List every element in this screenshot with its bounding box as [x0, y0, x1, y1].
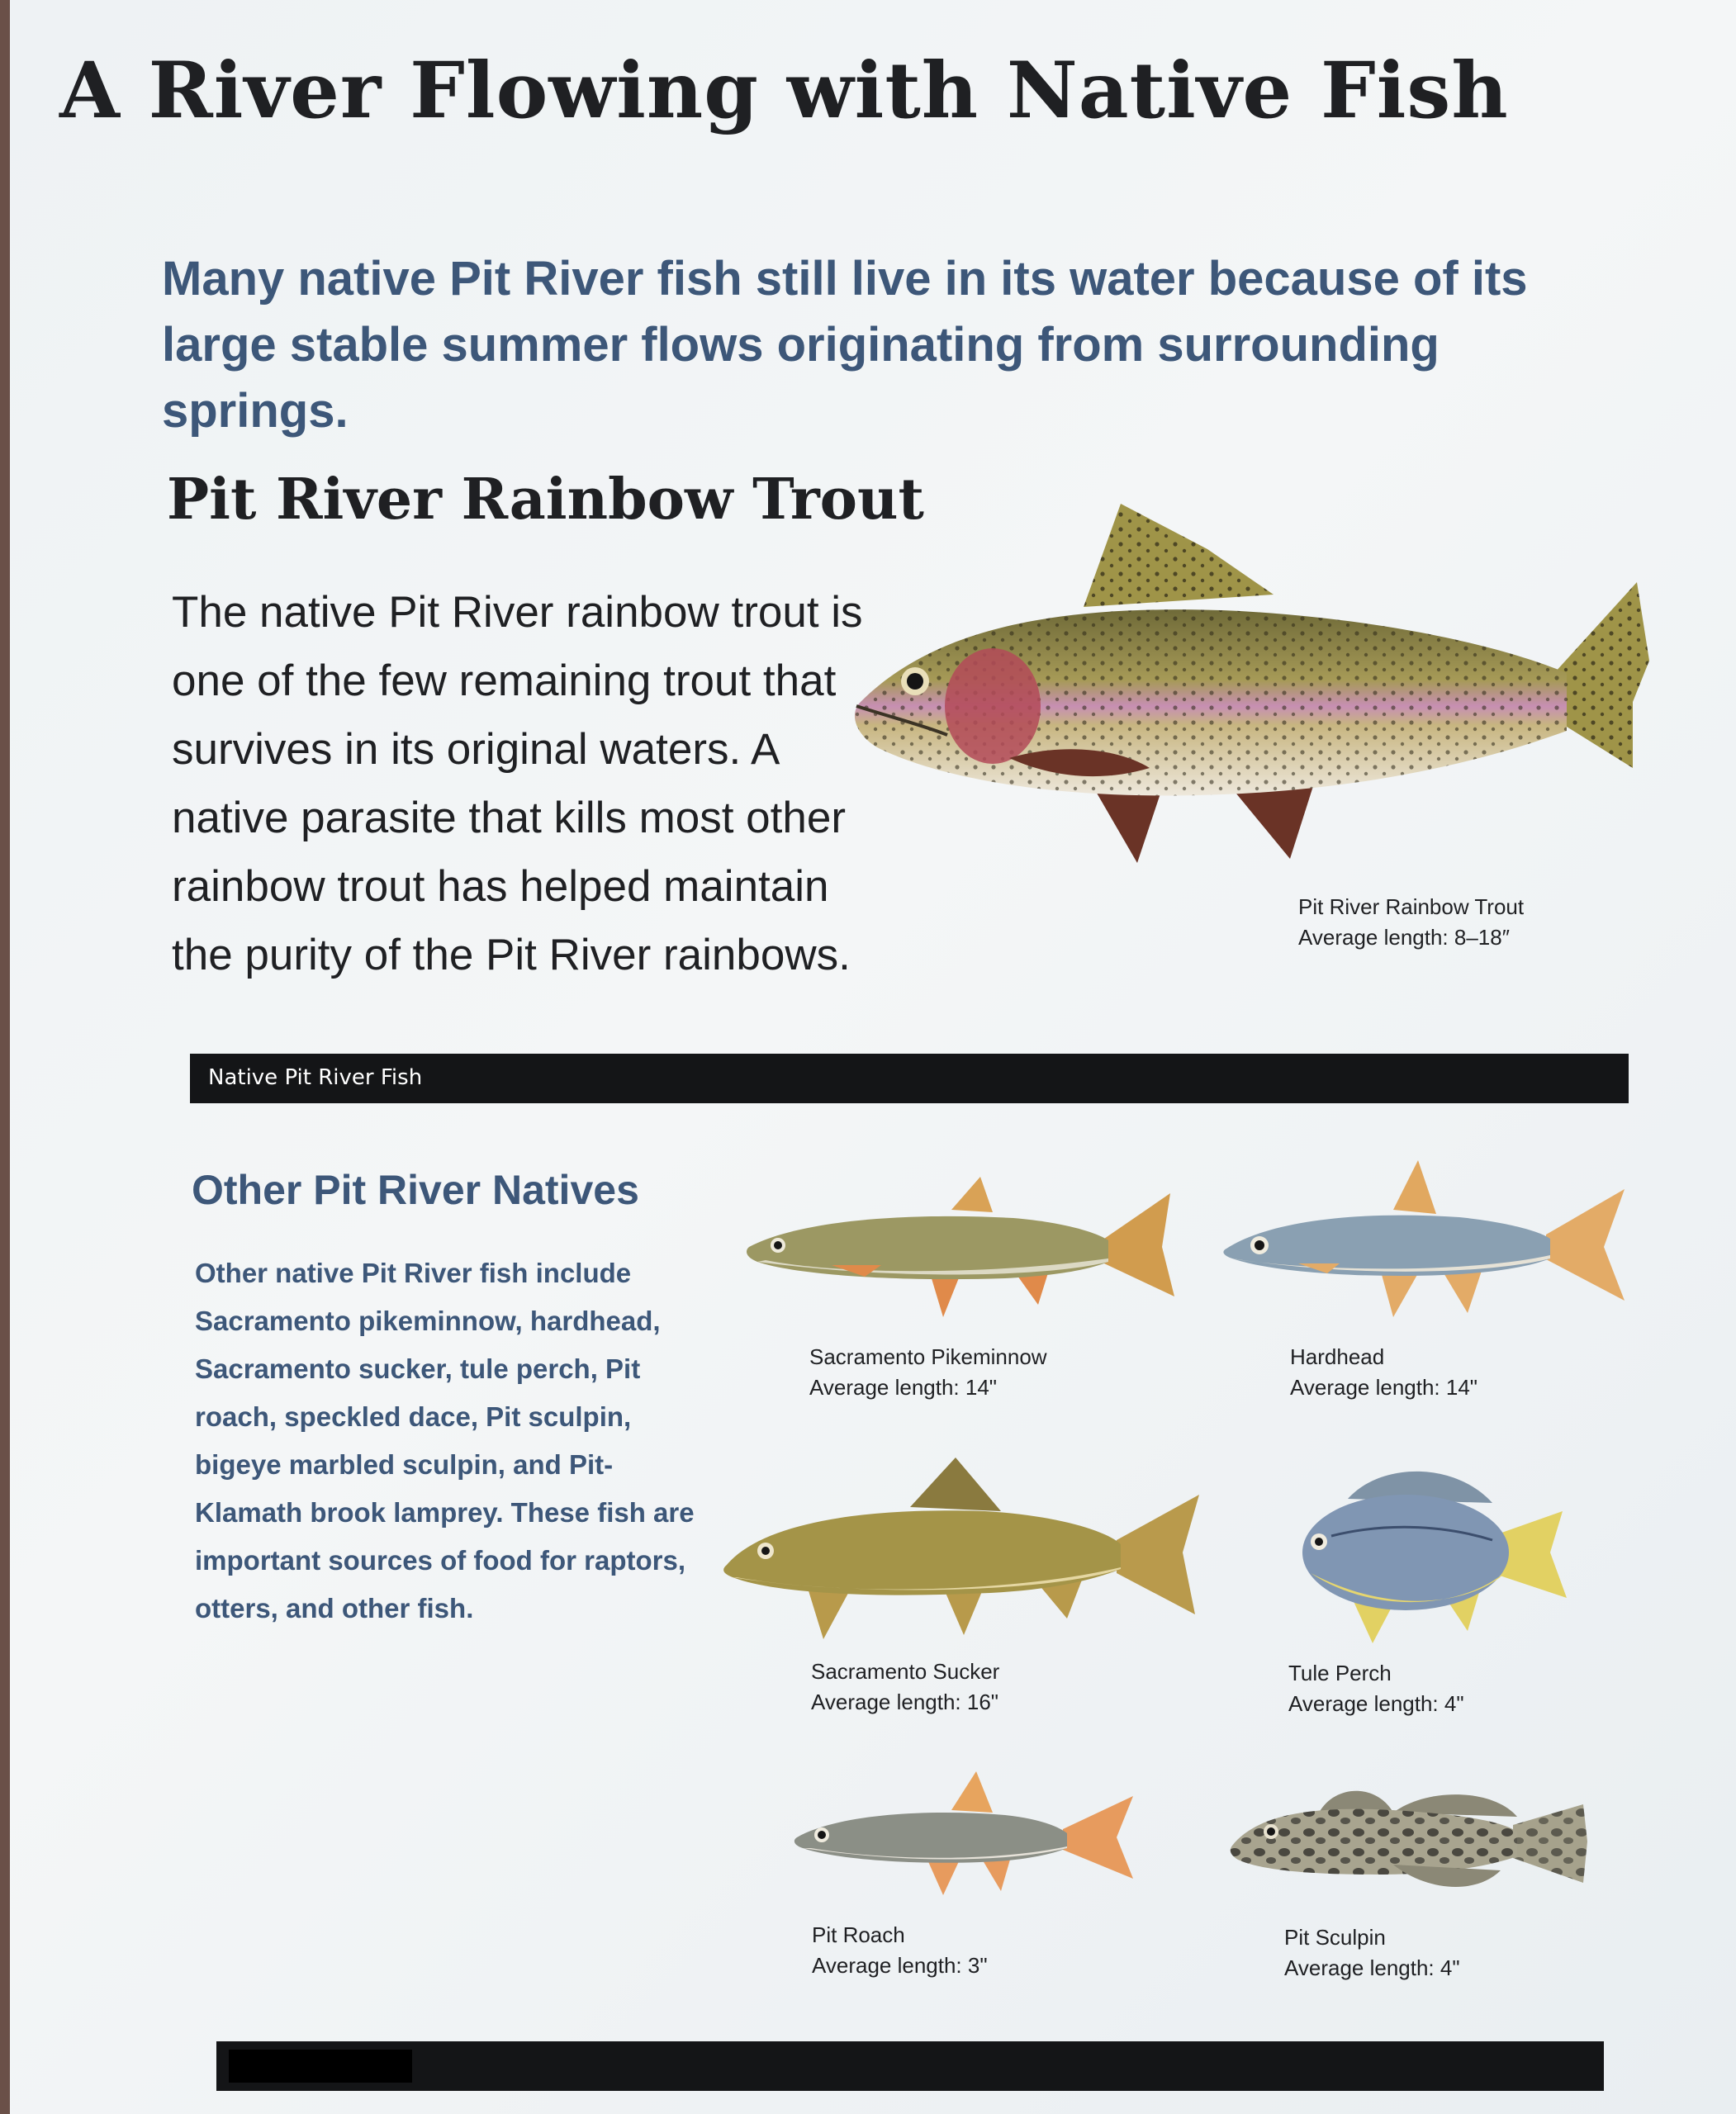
fish-average-length: Average length: 14" — [1290, 1375, 1478, 1400]
fish-name: Pit Sculpin — [1284, 1925, 1386, 1950]
pit-sculpin-illustration — [1228, 1767, 1591, 1916]
fish-caption — [1290, 1342, 1477, 1403]
fish-average-length: Average length: 14" — [809, 1375, 998, 1400]
section-band — [190, 1054, 1629, 1103]
featured-fish-heading: Pit River Rainbow Trout — [167, 467, 924, 533]
fish-name: Hardhead — [1290, 1344, 1385, 1369]
fish-name: Sacramento Sucker — [811, 1659, 1000, 1684]
featured-fish-description: The native Pit River rainbow trout is one of the few remaining trout that survives in its original waters. A native parasite that kills most other rainbow trout has helped maintain the purity of the Pit River rainbows. — [172, 588, 863, 979]
fish-average-length: Average length: 4" — [1284, 1955, 1460, 1980]
interpretive-sign — [10, 0, 1736, 2114]
caption-average-length: Average length: 8–18″ — [1298, 925, 1510, 950]
redacted-label — [229, 2050, 412, 2083]
pit-roach-illustration — [790, 1767, 1137, 1899]
fish-name: Pit Roach — [812, 1922, 905, 1947]
tule-perch-illustration — [1274, 1458, 1571, 1647]
hardhead-illustration — [1220, 1156, 1633, 1321]
fish-average-length: Average length: 4" — [1288, 1691, 1464, 1716]
fish-caption — [809, 1342, 1047, 1403]
featured-fish-caption — [1298, 892, 1524, 953]
fish-name: Sacramento Pikeminnow — [809, 1344, 1047, 1369]
rainbow-trout-illustration — [844, 495, 1653, 875]
sacramento-pikeminnow-illustration — [741, 1173, 1179, 1321]
fish-name: Tule Perch — [1288, 1661, 1392, 1685]
caption-fish-name: Pit River Rainbow Trout — [1298, 894, 1525, 919]
sacramento-sucker-illustration — [720, 1453, 1203, 1643]
fish-caption — [1288, 1658, 1464, 1719]
fish-caption — [1284, 1922, 1460, 1984]
other-natives-heading: Other Pit River Natives — [192, 1167, 639, 1213]
section-band-label: Native Pit River Fish — [208, 1065, 423, 1090]
fish-caption — [812, 1920, 988, 1981]
fish-average-length: Average length: 16" — [811, 1690, 999, 1714]
fish-caption — [811, 1657, 999, 1718]
other-natives-description: Other native Pit River fish include Sacramento pikeminnow, hardhead, Sacramento sucker, tule perch, Pit roach, speckled dace, Pit sculpin, bigeye marbled sculpin, and Pit-Klamath brook lamprey. These fish are important sources of food for raptors, otters, and other fish. — [195, 1258, 695, 1623]
intro-text: Many native Pit River fish still live in its water because of its large stable summer flows originating from surrounding springs. — [162, 252, 1528, 438]
sign-title: A River Flowing with Native Fish — [59, 45, 1509, 136]
fish-average-length: Average length: 3" — [812, 1953, 988, 1978]
bottom-band — [216, 2041, 1604, 2091]
